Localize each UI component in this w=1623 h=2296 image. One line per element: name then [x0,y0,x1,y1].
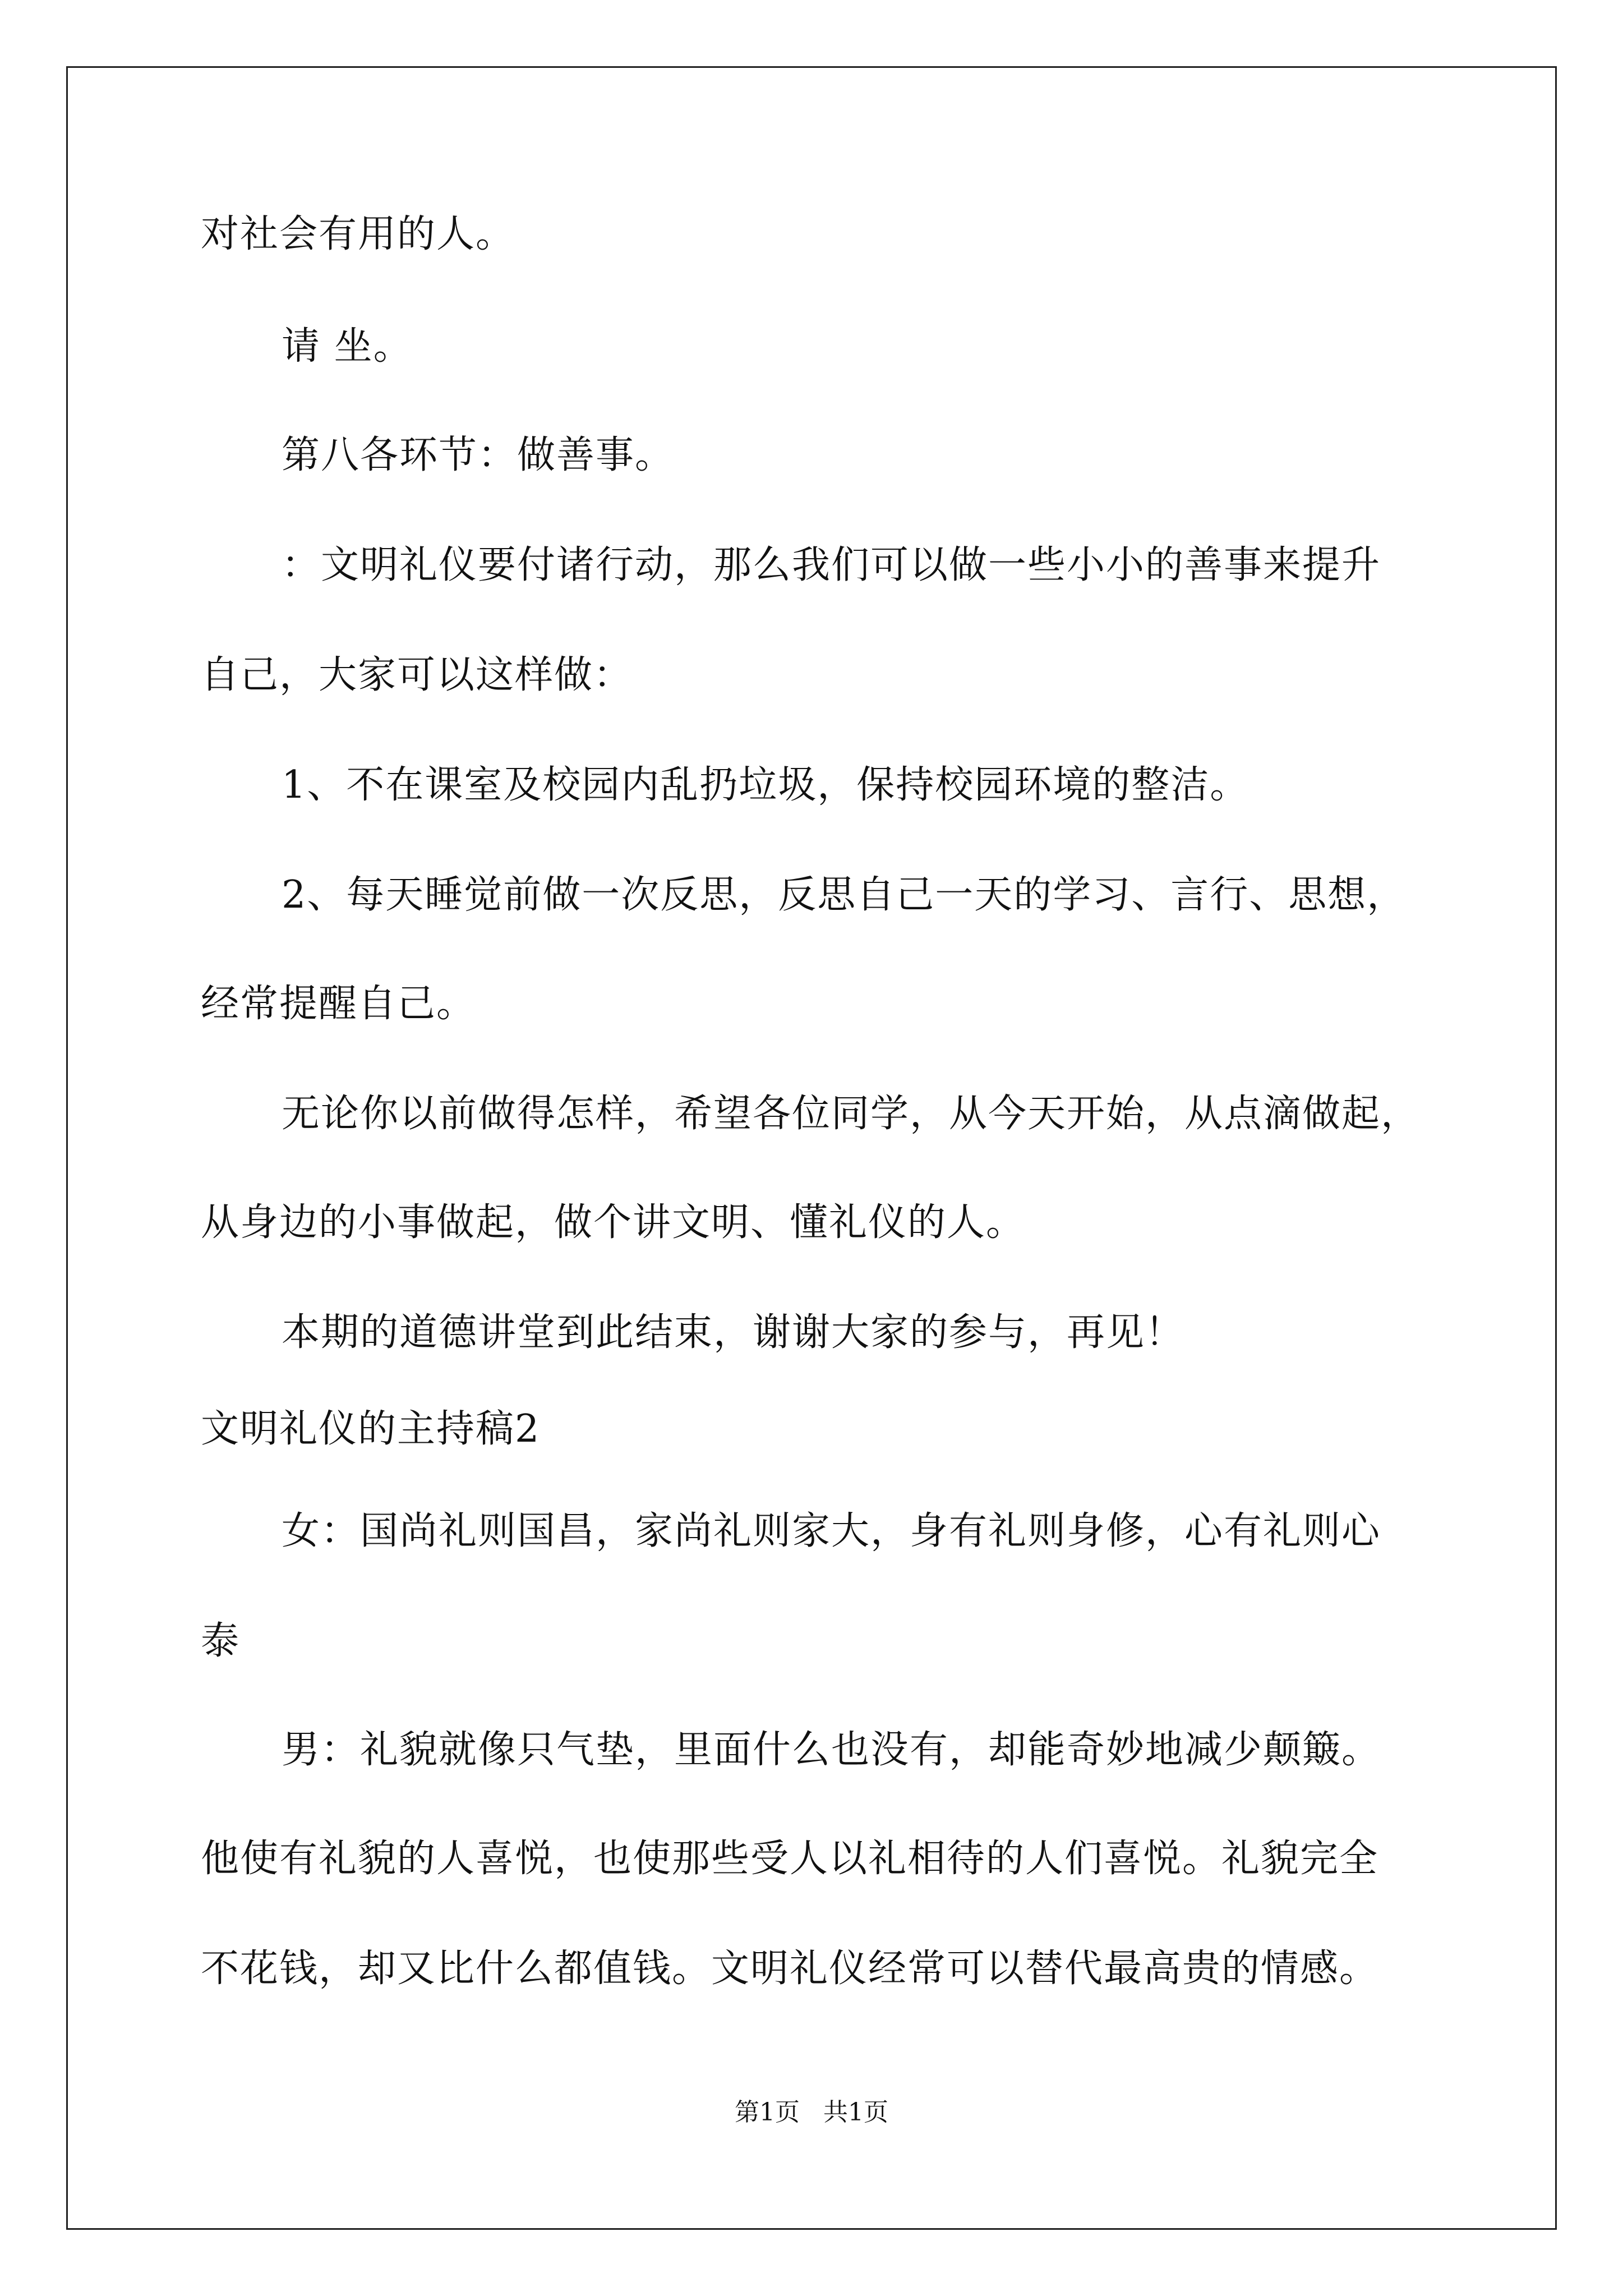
text-line: 自己，大家可以这样做： [201,653,633,697]
text-line: 女：国尚礼则国昌，家尚礼则家大，身有礼则身修，心有礼则心 [282,1509,1381,1553]
page-footer: 第1页 共1页 [735,2098,888,2127]
text-line: 本期的道德讲堂到此结束，谢谢大家的参与，再见！ [282,1310,1185,1355]
section-heading: 文明礼仪的主持稿2 [201,1407,541,1451]
text-line: 泰 [201,1619,241,1663]
text-line: 他使有礼貌的人喜悦，也使那些受人以礼相待的人们喜悦。礼貌完全 [201,1837,1379,1881]
text-line: 经常提醒自己。 [201,982,476,1026]
text-line: 第八各环节：做善事。 [282,433,675,477]
text-line: 男：礼貌就像只气垫，里面什么也没有，却能奇妙地减少颠簸。 [282,1728,1381,1772]
text-line: 不花钱，却又比什么都值钱。文明礼仪经常可以替代最高贵的情感。 [201,1947,1379,1991]
text-line: 无论你以前做得怎样，希望各位同学，从今天开始，从点滴做起， [282,1092,1421,1136]
page-border [66,66,1557,2230]
text-line: ：文明礼仪要付诸行动，那么我们可以做一些小小的善事来提升 [282,543,1381,587]
text-line: 对社会有用的人。 [201,212,515,256]
text-line: 从身边的小事做起，做个讲文明、懂礼仪的人。 [201,1200,1026,1245]
text-line: 2、每天睡觉前做一次反思，反思自己一天的学习、言行、思想， [282,873,1407,917]
text-line: 1、不在课室及校园内乱扔垃圾，保持校园环境的整洁。 [282,763,1249,807]
text-line: 请 坐。 [282,324,413,369]
